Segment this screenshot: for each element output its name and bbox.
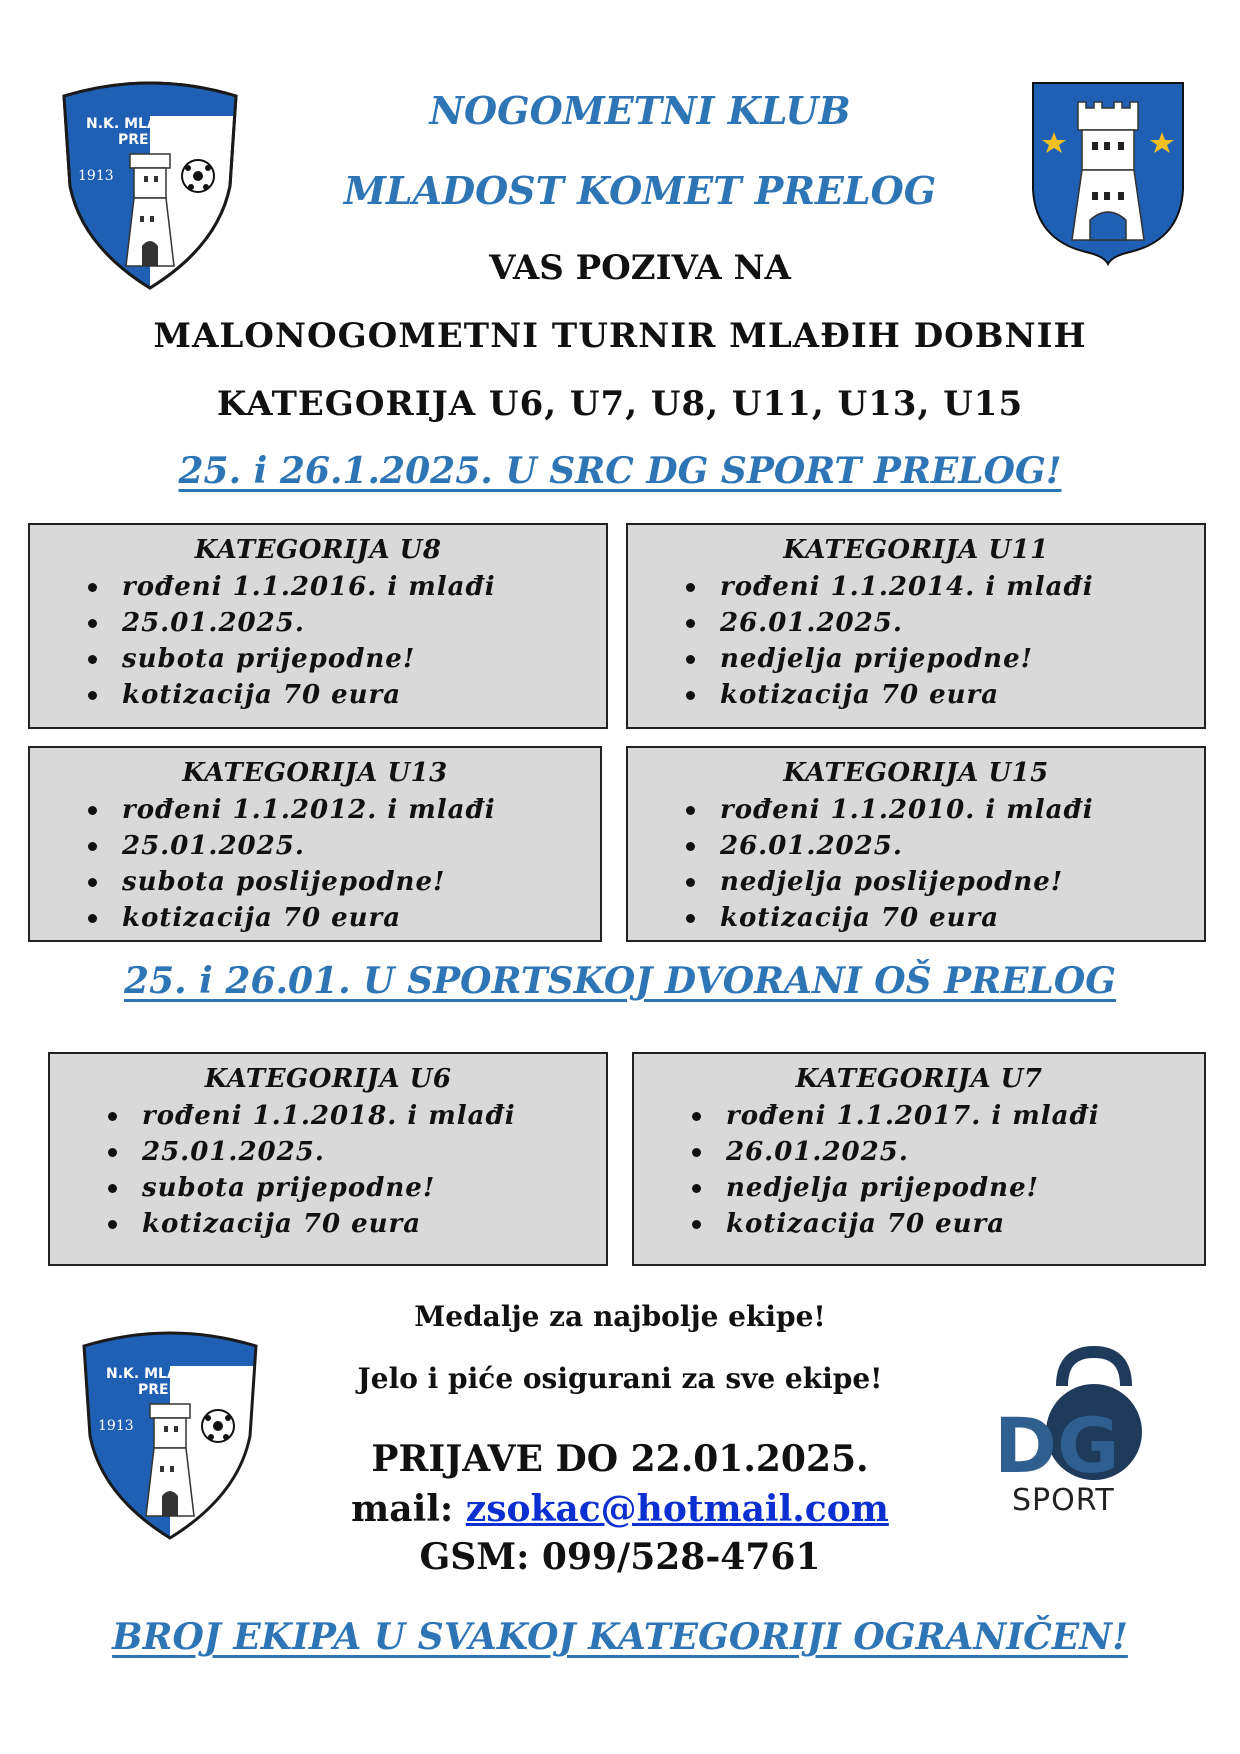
crest-year: 1913 — [98, 1418, 134, 1434]
mail-label: mail: — [351, 1488, 454, 1530]
category-item: 26.01.2025. — [720, 828, 1204, 864]
gsm-text: GSM: 099/528-4761 — [419, 1536, 821, 1578]
category-item: 25.01.2025. — [142, 1134, 606, 1170]
category-box-u7 — [632, 1052, 1206, 1266]
venue-heading-2: 25. i 26.01. U SPORTSKOJ DVORANI OŠ PRELOG — [124, 960, 1116, 1002]
category-list — [30, 792, 600, 936]
category-title: KATEGORIJA U6 — [204, 1064, 452, 1094]
crest-text-bottom: PRELOG — [118, 132, 181, 148]
category-item: kotizacija 70 eura — [720, 900, 1204, 936]
category-box-u15 — [626, 746, 1206, 942]
category-item: subota poslijepodne! — [122, 864, 600, 900]
category-list — [628, 792, 1204, 936]
category-title: KATEGORIJA U15 — [783, 758, 1049, 788]
category-item: nedjelja poslijepodne! — [720, 864, 1204, 900]
dg-letters: DG — [994, 1401, 1120, 1490]
category-title: KATEGORIJA U8 — [194, 535, 442, 565]
category-item: kotizacija 70 eura — [720, 677, 1204, 713]
town-coat-of-arms-icon — [1030, 80, 1186, 266]
category-item: kotizacija 70 eura — [122, 677, 606, 713]
crest-text-top: N.K. MLADOST — [86, 116, 201, 132]
category-item: subota prijepodne! — [142, 1170, 606, 1206]
event-title-line2: KATEGORIJA U6, U7, U8, U11, U13, U15 — [216, 384, 1024, 424]
dg-sport-word: SPORT — [1012, 1483, 1115, 1516]
category-list — [50, 1098, 606, 1242]
category-item: rođeni 1.1.2014. i mlađi — [720, 569, 1204, 605]
food-text: Jelo i piće osigurani za sve ekipe! — [357, 1362, 883, 1395]
crest-year: 1913 — [78, 168, 114, 184]
mail-line — [280, 1488, 960, 1530]
medals-text: Medalje za najbolje ekipe! — [414, 1300, 826, 1333]
category-item: subota prijepodne! — [122, 641, 606, 677]
club-crest-logo — [58, 76, 242, 294]
dg-sport-logo — [990, 1346, 1160, 1516]
category-item: rođeni 1.1.2017. i mlađi — [726, 1098, 1204, 1134]
category-list — [634, 1098, 1204, 1242]
category-list — [30, 569, 606, 713]
category-box-u13 — [28, 746, 602, 942]
category-list — [628, 569, 1204, 713]
category-item: nedjelja prijepodne! — [726, 1170, 1204, 1206]
club-name-line1: NOGOMETNI KLUB — [429, 88, 851, 133]
category-item: rođeni 1.1.2018. i mlađi — [142, 1098, 606, 1134]
category-item: 26.01.2025. — [726, 1134, 1204, 1170]
crest-text-top: N.K. MLADOST — [106, 1366, 221, 1382]
category-box-u11 — [626, 523, 1206, 729]
category-title: KATEGORIJA U13 — [182, 758, 448, 788]
limit-notice: BROJ EKIPA U SVAKOJ KATEGORIJI OGRANIČEN! — [112, 1616, 1128, 1658]
category-item: 26.01.2025. — [720, 605, 1204, 641]
email-link[interactable]: zsokac@hotmail.com — [465, 1488, 889, 1530]
category-title: KATEGORIJA U7 — [795, 1064, 1043, 1094]
category-box-u6 — [48, 1052, 608, 1266]
category-item: 25.01.2025. — [122, 828, 600, 864]
category-item: rođeni 1.1.2016. i mlađi — [122, 569, 606, 605]
category-title: KATEGORIJA U11 — [783, 535, 1049, 565]
category-item: kotizacija 70 eura — [122, 900, 600, 936]
category-item: rođeni 1.1.2010. i mlađi — [720, 792, 1204, 828]
category-box-u8 — [28, 523, 608, 729]
venue-heading-1: 25. i 26.1.2025. U SRC DG SPORT PRELOG! — [178, 450, 1062, 492]
deadline-text: PRIJAVE DO 22.01.2025. — [371, 1438, 869, 1480]
category-item: kotizacija 70 eura — [142, 1206, 606, 1242]
invite-text: VAS POZIVA NA — [489, 248, 791, 288]
category-item: 25.01.2025. — [122, 605, 606, 641]
club-crest-logo-bottom — [78, 1326, 262, 1544]
category-item: rođeni 1.1.2012. i mlađi — [122, 792, 600, 828]
category-item: kotizacija 70 eura — [726, 1206, 1204, 1242]
event-title-line1: MALONOGOMETNI TURNIR MLAĐIH DOBNIH — [153, 316, 1087, 356]
club-name-line2: MLADOST KOMET PRELOG — [343, 168, 937, 213]
crest-text-bottom: PRELOG — [138, 1382, 201, 1398]
category-item: nedjelja prijepodne! — [720, 641, 1204, 677]
